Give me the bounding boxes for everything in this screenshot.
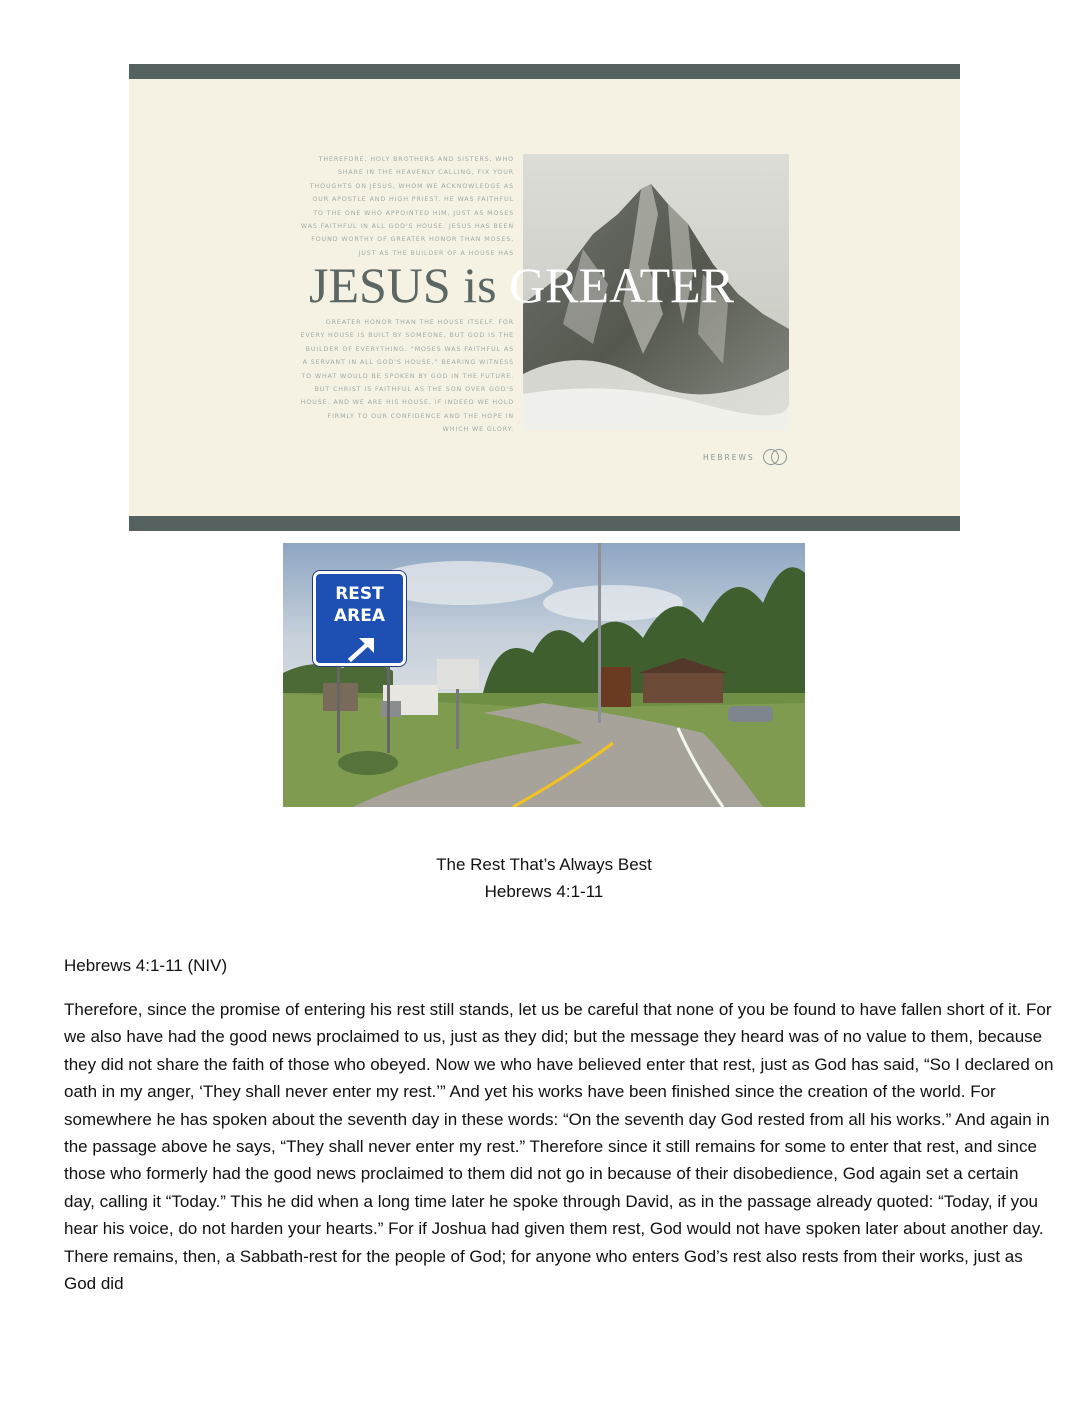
double-circle-icon (761, 448, 789, 466)
banner-verse-upper: THEREFORE, HOLY BROTHERS AND SISTERS, WHO SHARE IN THE HEAVENLY CALLING, FIX YOUR THOUGHTS ON JESUS, WHOM WE ACKNOWLEDGE AS OUR APOSTLE AND HIGH PRIEST. HE WAS FAITHFUL TO THE ONE WHO APPOINTED HIM, JUST AS MOSES WAS FAITHFUL IN ALL GOD'S HOUSE. JESUS HAS BEEN FOUND WORTHY OF GREATER HONOR THAN MOSES, JUST AS THE BUILDER OF A HOUSE HAS (300, 156, 514, 257)
series-name: HEBREWS (703, 452, 755, 462)
banner-title (309, 257, 734, 313)
banner-bottom-bar (129, 516, 960, 531)
title-jesus-is: JESUS is (309, 257, 497, 313)
passage-heading: Hebrews 4:1-11 (NIV) (64, 956, 228, 975)
banner-verse-lower: GREATER HONOR THAN THE HOUSE ITSELF. FOR EVERY HOUSE IS BUILT BY SOMEONE, BUT GOD IS THE BUILDER OF EVERYTHING. “MOSES WAS FAITHFUL AS A SERVANT IN ALL GOD'S HOUSE,” BEARING WITNESS TO WHAT WOULD BE SPOKEN BY GOD IN THE FUTURE. BUT CHRIST IS FAITHFUL AS THE SON OVER GOD'S HOUSE. AND WE ARE HIS HOUSE, IF INDEED WE HOLD FIRMLY TO OUR CONFIDENCE AND THE HOPE IN WHICH WE GLORY. (300, 319, 514, 434)
banner-top-bar (129, 64, 960, 79)
rest-area-sign (313, 571, 406, 666)
passage-text: Therefore, since the promise of entering his rest still stands, let us be careful that none of you be found to have fallen short of it. For we also have had the good news proclaimed to us, just as they did; but the message they heard was of no value to them, because they did not share the faith of those who obeyed. Now we who have believed enter that rest, just as God has said, “So I declared on oath in my anger, ‘They shall never enter my rest.’” And yet his works have been finished since the creation of the world. For somewhere he has spoken about the seventh day in these words: “On the seventh day God rested from all his works.” And again in the passage above he says, “They shall never enter my rest.” Therefore since it still remains for some to enter that rest, and since those who formerly had the good news proclaimed to them did not go in because of their disobedience, God again set a certain day, calling it “Today.” This he did when a long time later he spoke through David, as in the passage already quoted: “Today, if you hear his voice, do not harden your hearts.” For if Joshua had given them rest, God would not have spoken later about another day. There remains, then, a Sabbath-rest for the people of God; for anyone who enters God’s rest also rests from their works, just as God did (64, 1000, 1054, 1294)
arrow-up-right-icon (347, 634, 379, 662)
sermon-title: The Rest That’s Always Best (436, 855, 652, 874)
title-greater: GREATER (509, 257, 735, 313)
sermon-reference: Hebrews 4:1-11 (484, 882, 604, 901)
rest-area-photo (283, 543, 805, 807)
sign-text: REST AREA (333, 584, 386, 626)
series-brand (703, 448, 789, 466)
series-banner (129, 64, 960, 531)
